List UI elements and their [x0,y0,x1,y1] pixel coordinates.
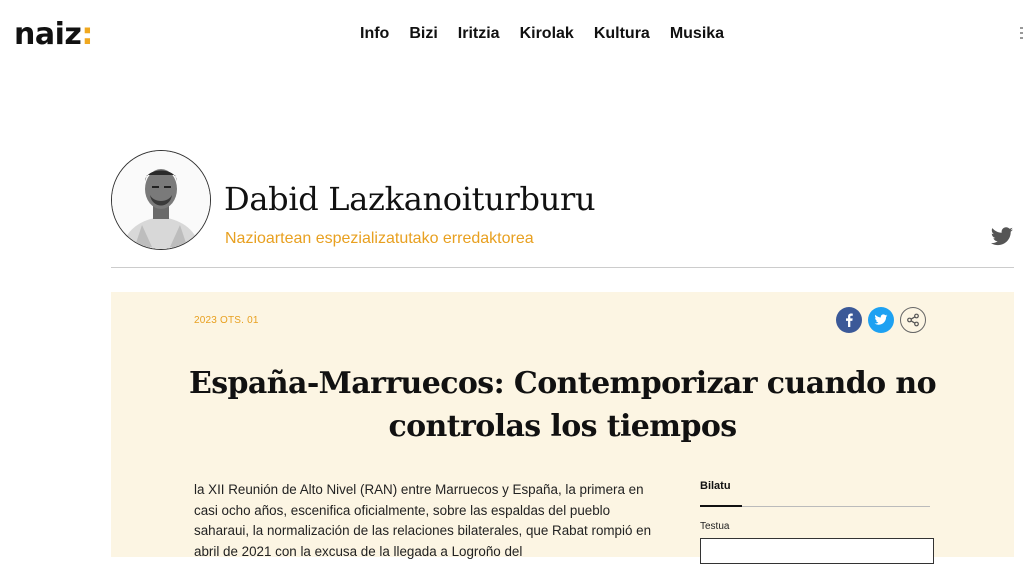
facebook-icon [843,313,855,327]
search-tab[interactable]: Bilatu [700,480,930,507]
nav-item-info[interactable]: Info [360,25,390,42]
article-panel [111,292,1014,557]
article-body: la XII Reunión de Alto Nivel (RAN) entre Marruecos y España, la primera en casi ocho años, escenifica oficialmente, sobre las espaldas del pueblo saharaui, la normalización de las relaciones bilaterales, que Rabat rompió en abril de 2021 con la excusa de la llegada a Logroño del [194,482,652,559]
twitter-icon[interactable] [990,226,1014,248]
share-buttons [836,307,926,333]
nav-item-musika[interactable]: Musika [669,25,725,42]
author-header [111,150,1014,268]
author-name[interactable]: Dabid Lazkanoiturburu [224,180,596,218]
menu-icon[interactable] [1018,24,1024,40]
search-input[interactable] [700,538,934,564]
author-role: Nazioartean espezializatutako erredaktorea [225,230,534,247]
nav-item-bizi[interactable]: Bizi [409,25,438,42]
main-nav [360,25,724,43]
logo-text: naiz [14,17,82,52]
facebook-share-button[interactable] [836,307,862,333]
site-header [0,0,1024,70]
nav-item-iritzia[interactable]: Iritzia [457,25,500,42]
search-field-label: Testua [700,521,730,532]
nav-item-kirolak[interactable]: Kirolak [519,25,574,42]
article-date: 2023 OTS. 01 [194,315,259,326]
logo-accent: : [81,17,93,52]
article-title [111,362,1014,448]
nav-item-kultura[interactable]: Kultura [593,25,650,42]
twitter-icon [874,314,888,326]
site-logo[interactable] [14,16,93,54]
search-sidebar [700,480,930,564]
twitter-share-button[interactable] [868,307,894,333]
author-avatar [111,150,211,250]
article-title-line-1: España-Marruecos: Contemporizar cuando no [189,366,936,401]
article-title-line-2: controlas los tiempos [388,409,737,444]
share-icon [906,313,920,327]
share-button[interactable] [900,307,926,333]
